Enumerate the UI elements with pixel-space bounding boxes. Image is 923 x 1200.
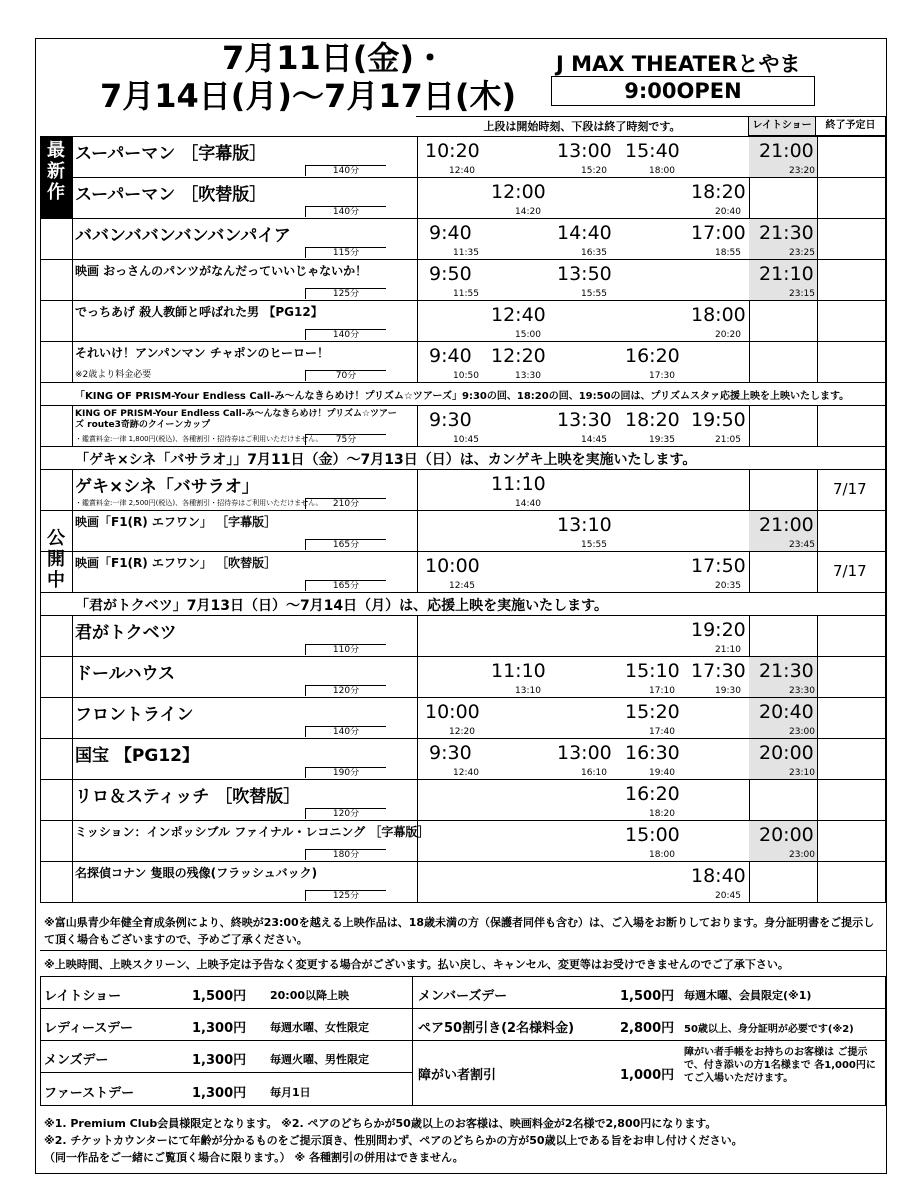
column-divider	[72, 301, 73, 341]
end-time: 18:00	[649, 850, 675, 860]
runtime: 180分	[305, 849, 386, 860]
start-time[interactable]: 15:10	[625, 660, 680, 682]
end-time: 20:45	[715, 891, 741, 901]
movie-row	[41, 137, 885, 178]
price-pair-desc: 50歳以上、身分証明が必要です(※2)	[684, 1024, 854, 1035]
movie-row	[41, 219, 885, 260]
end-time: 11:35	[453, 248, 479, 258]
notice-text: 「ゲキ×シネ「バサラオ」」7月11日（金）～7月13日（日）は、カンゲキ上映を実施いたします。	[75, 452, 697, 468]
runtime: 75分	[305, 434, 386, 445]
date-line-1: 7月11日(金)・	[222, 39, 447, 77]
start-time[interactable]: 16:20	[625, 345, 680, 367]
end-time: 13:30	[515, 371, 541, 381]
column-divider	[72, 137, 73, 177]
column-divider	[72, 698, 73, 738]
start-time[interactable]: 17:50	[691, 555, 746, 577]
column-divider	[817, 470, 818, 510]
end-time: 20:40	[715, 207, 741, 217]
end-date: 7/17	[833, 480, 867, 498]
end-time: 14:45	[581, 435, 607, 445]
start-time[interactable]: 13:10	[557, 514, 612, 536]
movie-row	[41, 616, 885, 657]
start-time[interactable]: 12:00	[491, 181, 546, 203]
end-time: 18:20	[649, 809, 675, 819]
late-end-time: 23:25	[789, 248, 815, 258]
movie-row	[41, 862, 885, 903]
end-time: 15:55	[581, 289, 607, 299]
end-time: 18:55	[715, 248, 741, 258]
price-mens-price: 1,300円	[192, 1053, 247, 1068]
end-time: 21:05	[715, 435, 741, 445]
price-members-desc: 毎週木曜、会員限定(※1)	[684, 989, 812, 1002]
bottom-note-1: ※1. Premium Club会員様限定となります。 ※2. ペアのどちらかが50歳以上のお客様は、映画料金が2名様で2,800円になります。	[44, 1117, 717, 1130]
column-divider	[817, 862, 818, 902]
end-time: 10:45	[453, 435, 479, 445]
price-late-price: 1,500円	[192, 989, 247, 1004]
column-divider	[817, 552, 818, 592]
movie-title[interactable]: 映画「F1(R) エフワン」 ［吹替版］	[75, 556, 277, 570]
column-divider	[417, 862, 418, 902]
column-divider	[417, 406, 418, 446]
column-divider	[749, 301, 750, 341]
column-divider	[817, 739, 818, 779]
runtime: 140分	[305, 206, 386, 217]
column-divider	[817, 137, 818, 177]
column-divider	[417, 780, 418, 820]
movie-title[interactable]: スーパーマン ［吹替版］	[75, 185, 267, 205]
end-time: 20:20	[715, 330, 741, 340]
column-divider	[817, 406, 818, 446]
notice-row	[41, 383, 885, 406]
movie-note: ※2歳より料金必要	[75, 370, 152, 380]
column-divider	[817, 260, 818, 300]
column-divider	[417, 552, 418, 592]
start-time[interactable]: 15:40	[625, 140, 680, 162]
column-divider	[72, 862, 73, 902]
column-divider	[72, 260, 73, 300]
column-divider	[749, 780, 750, 820]
end-time: 17:30	[649, 371, 675, 381]
column-divider	[817, 698, 818, 738]
column-divider	[72, 616, 73, 656]
movie-row	[41, 301, 885, 342]
end-time: 12:20	[449, 727, 475, 737]
movie-row	[41, 698, 885, 739]
late-start-time[interactable]: 20:00	[759, 824, 814, 846]
column-divider	[72, 342, 73, 382]
footnote-2: ※上映時間、上映スクリーン、上映予定は予告なく変更する場合がございます。払い戻し、キャンセル、変更等はお受けできませんのでご了承下さい。	[44, 958, 789, 971]
late-start-time[interactable]: 21:30	[759, 660, 814, 682]
column-divider	[749, 552, 750, 592]
start-time[interactable]: 17:00	[691, 222, 746, 244]
column-divider	[817, 219, 818, 259]
start-time[interactable]: 16:20	[625, 783, 680, 805]
column-divider	[817, 821, 818, 861]
price-first-label: ファーストデー	[44, 1086, 135, 1101]
late-end-time: 23:30	[789, 686, 815, 696]
column-divider	[749, 470, 750, 510]
end-time: 12:40	[453, 768, 479, 778]
late-end-time: 23:20	[789, 166, 815, 176]
movie-row	[41, 406, 885, 447]
runtime: 120分	[305, 808, 386, 819]
end-time: 14:20	[515, 207, 541, 217]
price-late-desc: 20:00以降上映	[270, 989, 350, 1002]
movie-title[interactable]: スーパーマン ［字幕版］	[75, 144, 267, 164]
start-time[interactable]: 19:20	[691, 619, 746, 641]
price-mens-label: メンズデー	[44, 1053, 109, 1068]
column-divider	[817, 657, 818, 697]
column-divider	[417, 739, 418, 779]
start-time[interactable]: 10:20	[425, 140, 480, 162]
runtime: 115分	[305, 247, 386, 258]
end-time: 10:50	[453, 371, 479, 381]
start-time[interactable]: 11:10	[491, 473, 546, 495]
start-time[interactable]: 18:00	[691, 304, 746, 326]
price-disabled-price: 1,000円	[620, 1068, 675, 1083]
runtime: 165分	[305, 580, 386, 591]
column-divider	[749, 342, 750, 382]
movie-title[interactable]: 映画 おっさんのパンツがなんだっていいじゃないか！	[75, 264, 368, 278]
footnote-1: ※富山県青少年健全育成条例により、終映が23:00を越える上映作品は、18歳未満の方（保護者同伴も含む）は、ご入場をお断りしております。身分証明書をご提示して頂く場合もございますので、予めご了承ください。	[44, 916, 875, 946]
notice-text: 「君がトクベツ」7月13日（日）～7月14日（月）は、応援上映を実施いたします。	[75, 598, 609, 614]
price-members-label: メンバーズデー	[418, 989, 508, 1004]
late-start-time[interactable]: 21:10	[759, 263, 814, 285]
start-time[interactable]: 16:30	[625, 742, 680, 764]
column-late: レイトショー	[748, 116, 816, 136]
movie-row	[41, 470, 885, 511]
late-end-time: 23:45	[789, 540, 815, 550]
notice-row	[41, 593, 885, 616]
late-start-time[interactable]: 21:00	[759, 514, 814, 536]
movie-row	[41, 739, 885, 780]
movie-title[interactable]: ミッション：インポッシブル ファイナル・レコニング ［字幕版］	[75, 825, 430, 839]
runtime: 120分	[305, 685, 386, 696]
column-divider	[417, 616, 418, 656]
price-first-price: 1,300円	[192, 1086, 247, 1101]
runtime: 210分	[305, 498, 386, 509]
movie-row	[41, 260, 885, 301]
movie-note: ・鑑賞料金:一律 1,800円(税込)、各種割引・招待券はご利用いただけません。	[75, 435, 323, 443]
notice-text: 「KING OF PRISM-Your Endless Call-み～んなきらめけ！プリズム☆ツアーズ」9:30の回、18:20の回、19:50の回は、プリズムスタァ応援上映を上映いたします。	[75, 391, 850, 402]
movie-title[interactable]: フロントライン	[75, 705, 194, 725]
column-divider	[72, 780, 73, 820]
column-divider	[749, 862, 750, 902]
late-start-time[interactable]: 21:30	[759, 222, 814, 244]
movie-title[interactable]: 名探偵コナン 隻眼の残像(フラッシュバック)	[75, 866, 318, 880]
start-time[interactable]: 9:50	[429, 263, 472, 285]
runtime: 140分	[305, 165, 386, 176]
end-time: 12:40	[449, 166, 475, 176]
start-time[interactable]: 10:00	[425, 555, 480, 577]
price-divider	[412, 976, 413, 1106]
start-time[interactable]: 18:20	[625, 409, 680, 431]
runtime: 140分	[305, 726, 386, 737]
start-time[interactable]: 17:30	[691, 660, 746, 682]
end-time: 14:40	[515, 499, 541, 509]
end-time: 15:20	[581, 166, 607, 176]
runtime: 70分	[305, 370, 386, 381]
movie-title[interactable]: リロ＆スティッチ ［吹替版］	[75, 787, 301, 807]
start-time[interactable]: 9:40	[429, 345, 472, 367]
theater-name: J MAX THEATERとやま	[556, 52, 801, 76]
column-divider	[72, 657, 73, 697]
end-time: 15:00	[515, 330, 541, 340]
notice-row	[41, 447, 885, 470]
section-now-label: 公 開 中	[47, 528, 65, 591]
start-time[interactable]: 18:40	[691, 865, 746, 887]
movie-title[interactable]: 君がトクベツ	[75, 623, 177, 643]
end-time: 19:35	[649, 435, 675, 445]
start-time[interactable]: 12:20	[491, 345, 546, 367]
column-divider	[817, 780, 818, 820]
column-divider	[72, 178, 73, 218]
price-ladies-desc: 毎週水曜、女性限定	[270, 1021, 369, 1034]
runtime: 140分	[305, 329, 386, 340]
end-time: 19:40	[649, 768, 675, 778]
movie-title[interactable]: 国宝 【PG12】	[75, 746, 199, 766]
end-time: 11:55	[453, 289, 479, 299]
column-divider	[749, 406, 750, 446]
date-line-2: 7月14日(月)～7月17日(木)	[100, 77, 517, 115]
column-divider	[817, 178, 818, 218]
late-start-time[interactable]: 21:00	[759, 140, 814, 162]
column-divider	[417, 470, 418, 510]
late-end-time: 23:00	[789, 850, 815, 860]
movie-row	[41, 552, 885, 593]
column-divider	[417, 178, 418, 218]
start-time[interactable]: 12:40	[491, 304, 546, 326]
runtime: 125分	[305, 288, 386, 299]
end-time: 13:10	[515, 686, 541, 696]
column-divider	[417, 260, 418, 300]
late-start-time[interactable]: 20:00	[759, 742, 814, 764]
column-divider	[417, 698, 418, 738]
end-date: 7/17	[833, 562, 867, 580]
column-divider	[417, 301, 418, 341]
movie-title[interactable]: 映画「F1(R) エフワン」 ［字幕版］	[75, 515, 277, 529]
start-time[interactable]: 13:00	[557, 742, 612, 764]
movie-title[interactable]: でっちあげ 殺人教師と呼ばれた男 【PG12】	[75, 305, 323, 319]
start-time[interactable]: 9:30	[429, 742, 472, 764]
section-new-label: 最 新 作	[47, 140, 65, 203]
movie-title[interactable]: ゲキ×シネ「バサラオ」	[75, 477, 259, 497]
column-divider	[72, 219, 73, 259]
column-divider	[72, 406, 73, 446]
column-divider	[72, 821, 73, 861]
schedule-grid	[40, 136, 886, 903]
late-start-time[interactable]: 20:40	[759, 701, 814, 723]
column-divider	[417, 137, 418, 177]
end-time: 15:55	[581, 540, 607, 550]
column-note: 上段は開始時刻、下段は終了時刻です。	[416, 116, 748, 137]
column-end: 終了予定日	[816, 116, 886, 136]
late-end-time: 23:10	[789, 768, 815, 778]
start-time[interactable]: 19:50	[691, 409, 746, 431]
price-first-desc: 毎月1日	[270, 1086, 311, 1099]
column-divider	[817, 342, 818, 382]
bottom-note-2: ※2. チケットカウンターにて年齢が分かるものをご提示頂き、性別問わず、ペアのどちらかの方が50歳以上である旨をお申し付けください。	[44, 1134, 743, 1147]
column-divider	[72, 739, 73, 779]
movie-row	[41, 511, 885, 552]
start-time[interactable]: 13:30	[557, 409, 612, 431]
divider	[40, 950, 886, 951]
bottom-note-3: （同一作品をご一緒にご覧頂く場合に限ります。） ※ 各種割引の併用はできません。	[44, 1151, 464, 1164]
movie-note: ・鑑賞料金:一律 2,500円(税込)、各種割引・招待券はご利用いただけません。	[75, 499, 323, 507]
runtime: 110分	[305, 644, 386, 655]
start-time[interactable]: 10:00	[425, 701, 480, 723]
start-time[interactable]: 9:30	[429, 409, 472, 431]
column-divider	[817, 301, 818, 341]
price-pair-price: 2,800円	[620, 1021, 675, 1036]
end-time: 18:00	[649, 166, 675, 176]
movie-title[interactable]: それいけ！アンパンマン チャポンのヒーロー！	[75, 346, 330, 360]
runtime: 165分	[305, 539, 386, 550]
column-divider	[72, 552, 73, 592]
start-time[interactable]: 15:20	[625, 701, 680, 723]
movie-row	[41, 821, 885, 862]
movie-title[interactable]: ババンババンバンバンパイア	[75, 226, 291, 246]
column-divider	[817, 511, 818, 551]
late-end-time: 23:00	[789, 727, 815, 737]
price-ladies-label: レディースデー	[44, 1021, 134, 1036]
end-time: 17:10	[649, 686, 675, 696]
column-divider	[417, 342, 418, 382]
end-time: 19:30	[715, 686, 741, 696]
end-time: 16:35	[581, 248, 607, 258]
end-time: 16:10	[581, 768, 607, 778]
movie-title[interactable]: ドールハウス	[75, 664, 175, 684]
end-time: 17:40	[649, 727, 675, 737]
movie-row	[41, 342, 885, 383]
column-divider	[72, 470, 73, 510]
movie-title[interactable]: KING OF PRISM-Your Endless Call-み～んなきらめけ！プリズム☆ツアーズ route3奇跡のクイーンカップ	[75, 409, 397, 430]
end-time: 21:10	[715, 645, 741, 655]
runtime: 190分	[305, 767, 386, 778]
column-divider	[749, 178, 750, 218]
movie-row	[41, 657, 885, 698]
start-time[interactable]: 13:00	[557, 140, 612, 162]
column-divider	[417, 657, 418, 697]
start-time[interactable]: 18:20	[691, 181, 746, 203]
movie-row	[41, 780, 885, 821]
end-time: 20:35	[715, 581, 741, 591]
price-ladies-price: 1,300円	[192, 1021, 247, 1036]
start-time[interactable]: 14:40	[557, 222, 612, 244]
price-pair-label: ペア50割引き(2名様料金)	[418, 1021, 575, 1036]
start-time[interactable]: 11:10	[491, 660, 546, 682]
column-divider	[749, 616, 750, 656]
column-divider	[417, 511, 418, 551]
open-time: 9:00OPEN	[551, 76, 815, 106]
column-divider	[817, 616, 818, 656]
column-divider	[417, 219, 418, 259]
start-time[interactable]: 13:50	[557, 263, 612, 285]
late-end-time: 23:15	[789, 289, 815, 299]
end-time: 12:45	[449, 581, 475, 591]
start-time[interactable]: 15:00	[625, 824, 680, 846]
price-members-price: 1,500円	[620, 989, 675, 1004]
movie-row	[41, 178, 885, 219]
column-divider	[72, 511, 73, 551]
price-mens-desc: 毎週火曜、男性限定	[270, 1053, 369, 1066]
runtime: 125分	[305, 890, 386, 901]
price-late-label: レイトショー	[44, 989, 122, 1004]
price-disabled-desc: 障がい者手帳をお持ちのお客様は ご提示で、付き添いの方1名様まで 各1,000円にてご入場いただけます。	[684, 1047, 876, 1084]
price-disabled-label: 障がい者割引	[418, 1068, 497, 1083]
start-time[interactable]: 9:40	[429, 222, 472, 244]
